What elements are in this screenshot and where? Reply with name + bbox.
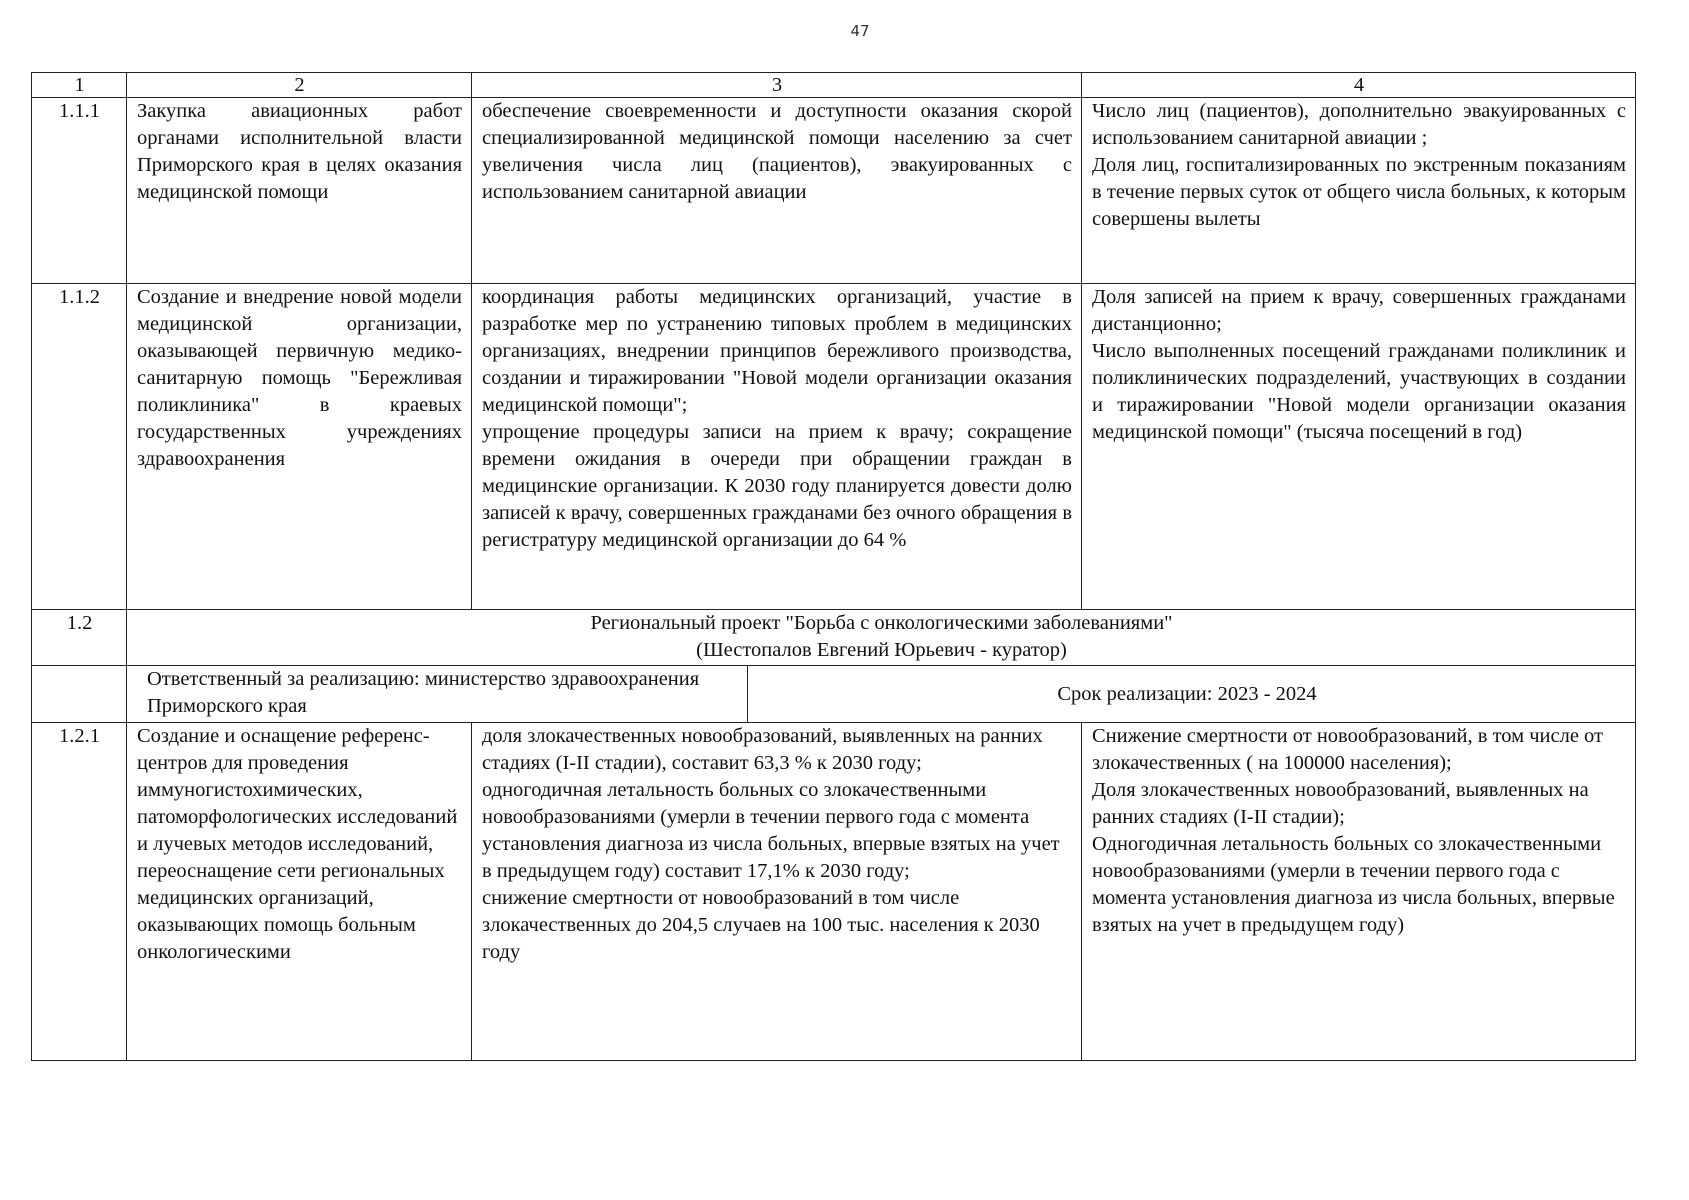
row-number: 1.1.2 — [32, 284, 127, 610]
indicator-item: Снижение смертности от новообразований, в том числе от злокачественных ( на 100000 населения); — [1092, 725, 1603, 774]
project-responsible: Ответственный за реализацию: министерство здравоохранения Приморского края — [137, 666, 748, 722]
indicator-item: Доля записей на прием к врачу, совершенных гражданами дистанционно; — [1092, 286, 1626, 335]
row-number: 1.1.1 — [32, 98, 127, 284]
description-item: координация работы медицинских организаций, участие в разработке мер по устранению типовых проблем в медицинских организациях, внедрении принципов бережливого производства, создании и тиражировании "Новой модели организации оказания медицинской помощи"; — [482, 286, 1072, 416]
measure-description: обеспечение своевременности и доступности оказания скорой специализированной медицинской помощи населению за счет увеличения числа лиц (пациентов), эвакуированных с использованием санитарной авиации — [472, 98, 1082, 284]
table-row — [32, 284, 1636, 610]
measure-indicators — [1082, 98, 1636, 284]
measures-table — [31, 72, 1636, 1061]
column-header-2: 2 — [127, 73, 472, 98]
project-title: Региональный проект "Борьба с онкологическими заболеваниями" — [590, 612, 1173, 634]
column-number-row — [32, 73, 1636, 98]
measure-name: Создание и оснащение референс-центров для проведения иммуногистохимических, патоморфологических исследований и лучевых методов исследований, переоснащение сети региональных медицинских организаций, оказывающих помощь больным онкологическими — [127, 723, 472, 1061]
measure-description — [472, 723, 1082, 1061]
row-number: 1.2.1 — [32, 723, 127, 1061]
measure-name: Закупка авиационных работ органами исполнительной власти Приморского края в целях оказания медицинской помощи — [127, 98, 472, 284]
project-meta-cell — [127, 666, 1636, 723]
measure-description — [472, 284, 1082, 610]
project-header-row — [32, 610, 1636, 666]
measure-name: Создание и внедрение новой модели медицинской организации, оказывающей первичную медико-санитарную помощь "Бережливая поликлиника" в краевых государственных учреждениях здравоохранения — [127, 284, 472, 610]
project-curator: (Шестопалов Евгений Юрьевич - куратор) — [696, 639, 1067, 661]
project-term: Срок реализации: 2023 - 2024 — [1057, 682, 1317, 705]
description-item: снижение смертности от новообразований в том числе злокачественных до 204,5 случаев на 100 тыс. населения к 2030 году — [482, 887, 1040, 963]
indicator-item: Число выполненных посещений гражданами поликлиник и поликлинических подразделений, участвующих в создании и тиражировании "Новой модели организации оказания медицинской помощи" (тысяча посещений в год) — [1092, 340, 1626, 443]
indicator-item: Одногодичная летальность больных со злокачественными новообразованиями (умерли в течении первого года с момента установления диагноза из числа больных, впервые взятых на учет в предыдущем году) — [1092, 833, 1615, 936]
description-item: упрощение процедуры записи на прием к врачу; сокращение времени ожидания в очереди при обращении граждан в медицинские организации. К 2030 году планируется довести долю записей к врачу, совершенных гражданами без очного обращения в регистратуру медицинской организации до 64 % — [482, 421, 1072, 551]
column-header-4: 4 — [1082, 73, 1636, 98]
description-item: одногодичная летальность больных со злокачественными новообразованиями (умерли в течении первого года с момента установления диагноза из числа больных, впервые взятых на учет в предыдущем году) составит 17,1% к 2030 году; — [482, 779, 1060, 882]
indicator-item: Доля злокачественных новообразований, выявленных на ранних стадиях (I-II стадии); — [1092, 779, 1589, 828]
column-header-1: 1 — [32, 73, 127, 98]
column-header-3: 3 — [472, 73, 1082, 98]
project-title-cell — [127, 610, 1636, 666]
table-row — [32, 723, 1636, 1061]
page-number: 47 — [850, 22, 870, 40]
empty-number-cell — [32, 666, 127, 723]
indicator-item: Доля лиц, госпитализированных по экстренным показаниям в течение первых суток от общего числа больных, к которым совершены вылеты — [1092, 154, 1626, 230]
measure-indicators — [1082, 284, 1636, 610]
project-meta-row — [32, 666, 1636, 723]
measure-indicators — [1082, 723, 1636, 1061]
description-item: доля злокачественных новообразований, выявленных на ранних стадиях (I-II стадии), составит 63,3 % к 2030 году; — [482, 725, 1043, 774]
table-row — [32, 98, 1636, 284]
indicator-item: Число лиц (пациентов), дополнительно эвакуированных с использованием санитарной авиации ; — [1092, 100, 1626, 149]
project-number: 1.2 — [32, 610, 127, 666]
